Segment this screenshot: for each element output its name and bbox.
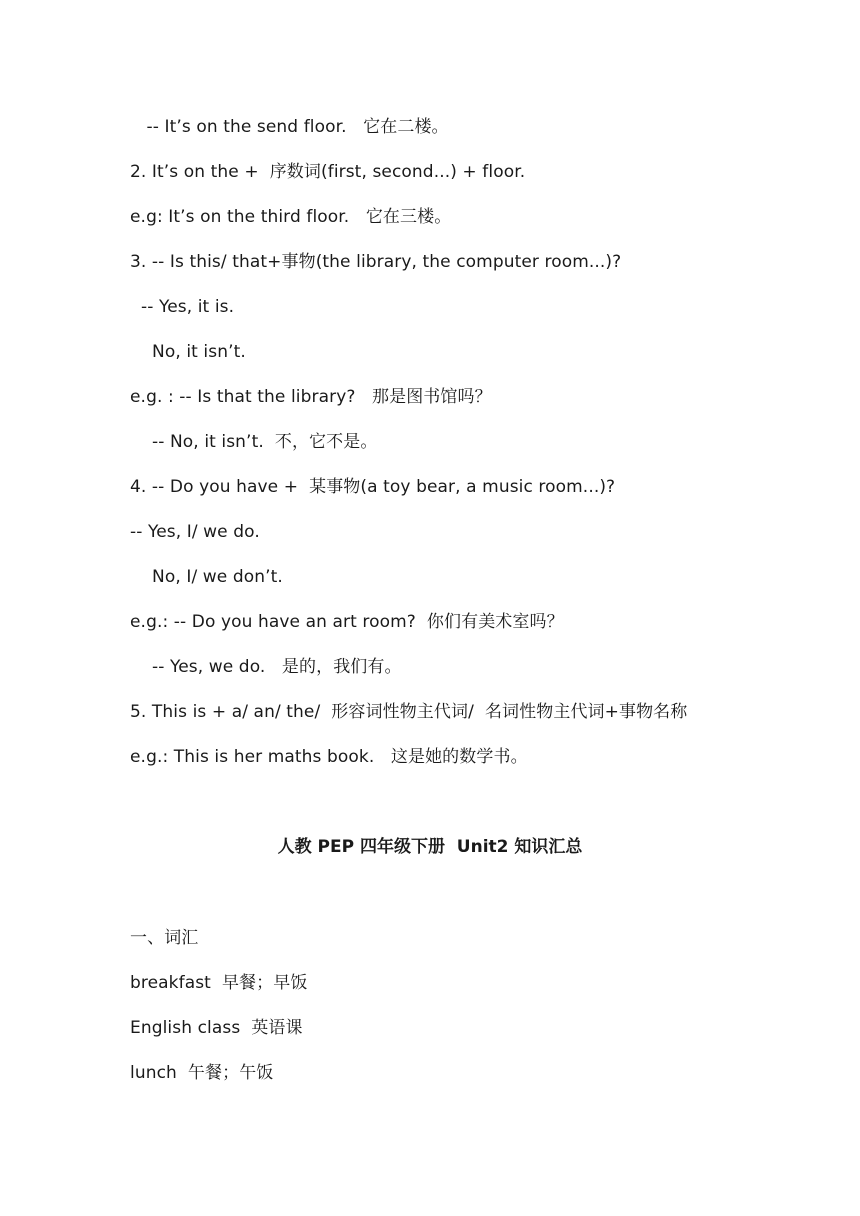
text-line: e.g.: -- Do you have an art room? 你们有美术室吗？	[130, 612, 564, 632]
text-line: No, I/ we don’t.	[130, 567, 283, 587]
vocab-item: lunch 午餐；午饭	[130, 1063, 274, 1083]
vocab-item: breakfast 早餐；早饭	[130, 973, 308, 993]
section-heading: 一、词汇	[130, 928, 199, 948]
text-line: e.g: It’s on the third floor. 它在三楼。	[130, 207, 452, 227]
text-line: -- Yes, we do. 是的，我们有。	[130, 657, 402, 677]
vocab-item: English class 英语课	[130, 1018, 303, 1038]
text-line: e.g.: This is her maths book. 这是她的数学书。	[130, 747, 528, 767]
text-line: 5. This is + a/ an/ the/ 形容词性物主代词/ 名词性物主代词+事物名称	[130, 702, 688, 722]
section-title: 人教 PEP 四年级下册 Unit2 知识汇总	[277, 837, 583, 857]
text-line: 4. -- Do you have + 某事物(a toy bear, a music room...)?	[130, 477, 616, 497]
text-line: -- Yes, I/ we do.	[130, 522, 260, 542]
text-line: 3. -- Is this/ that+事物(the library, the computer room...)?	[130, 252, 622, 272]
text-line: 2. It’s on the + 序数词(first, second...) + floor.	[130, 162, 526, 182]
text-line: -- It’s on the send floor. 它在二楼。	[130, 117, 449, 137]
text-line: -- Yes, it is.	[130, 297, 235, 317]
text-line: -- No, it isn’t. 不，它不是。	[130, 432, 378, 452]
text-line: e.g. : -- Is that the library? 那是图书馆吗？	[130, 387, 492, 407]
text-line: No, it isn’t.	[130, 342, 246, 362]
